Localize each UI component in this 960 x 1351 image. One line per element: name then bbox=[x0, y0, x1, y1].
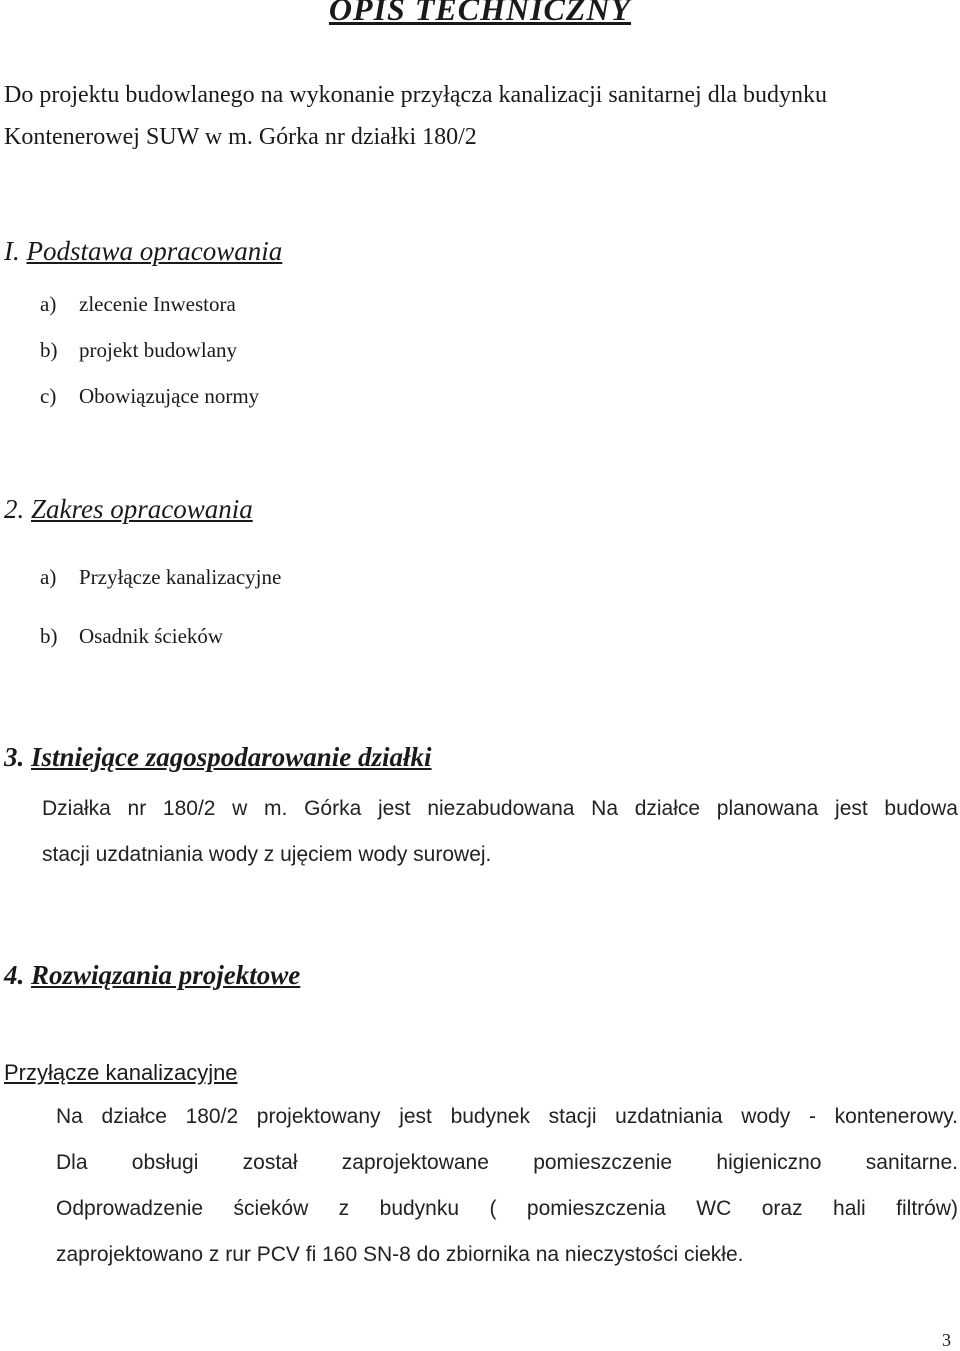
section-4-title: Rozwiązania projektowe bbox=[31, 960, 301, 990]
item-text: projekt budowlany bbox=[79, 338, 238, 362]
section-1-title: Podstawa opracowania bbox=[26, 236, 283, 266]
section-3-title: Istniejące zagospodarowanie działki bbox=[31, 742, 432, 772]
section-1-item bbox=[40, 292, 236, 317]
section-3-number: 3. bbox=[4, 742, 25, 772]
section-1-item bbox=[40, 338, 237, 363]
section-3-paragraph-line-2: stacji uzdatniania wody z ujęciem wody surowej. bbox=[42, 843, 492, 866]
page-number: 3 bbox=[942, 1330, 951, 1350]
section-4-paragraph-line-4: zaprojektowano z rur PCV fi 160 SN-8 do zbiornika na nieczystości ciekłe. bbox=[56, 1243, 744, 1266]
section-2-number: 2. bbox=[4, 494, 25, 524]
section-4-heading bbox=[4, 960, 300, 991]
intro-line-1: Do projektu budowlanego na wykonanie przyłącza kanalizacji sanitarnej dla budynku bbox=[4, 82, 828, 108]
item-marker: a) bbox=[40, 292, 57, 316]
section-4-paragraph-line-1: Na działce 180/2 projektowany jest budynek stacji uzdatniania wody - kontenerowy. bbox=[56, 1105, 958, 1128]
section-2-heading bbox=[4, 494, 253, 525]
section-3-paragraph-line-1: Działka nr 180/2 w m. Górka jest niezabudowana Na działce planowana jest budowa bbox=[42, 797, 958, 820]
item-text: Osadnik ścieków bbox=[79, 624, 224, 648]
item-marker: c) bbox=[40, 384, 57, 408]
section-1-number: I. bbox=[4, 236, 20, 266]
item-text: Przyłącze kanalizacyjne bbox=[79, 565, 282, 589]
item-marker: b) bbox=[40, 624, 58, 648]
section-1-item bbox=[40, 384, 259, 409]
item-text: Obowiązujące normy bbox=[79, 384, 260, 408]
section-1-heading bbox=[4, 236, 282, 267]
section-4-paragraph-line-3: Odprowadzenie ścieków z budynku ( pomieszczenia WC oraz hali filtrów) bbox=[56, 1197, 958, 1220]
section-4-subheading: Przyłącze kanalizacyjne bbox=[4, 1060, 238, 1085]
section-2-item bbox=[40, 624, 223, 649]
section-2-title: Zakres opracowania bbox=[31, 494, 253, 524]
section-2-item bbox=[40, 565, 281, 590]
document-title: OPIS TECHNICZNY bbox=[328, 0, 632, 27]
item-text: zlecenie Inwestora bbox=[79, 292, 236, 316]
section-4-paragraph-line-2: Dla obsługi został zaprojektowane pomieszczenie higieniczno sanitarne. bbox=[56, 1151, 958, 1174]
item-marker: b) bbox=[40, 338, 58, 362]
section-4-number: 4. bbox=[4, 960, 25, 990]
section-3-heading bbox=[4, 742, 432, 773]
item-marker: a) bbox=[40, 565, 57, 589]
intro-line-2: Kontenerowej SUW w m. Górka nr działki 180/2 bbox=[4, 124, 477, 150]
